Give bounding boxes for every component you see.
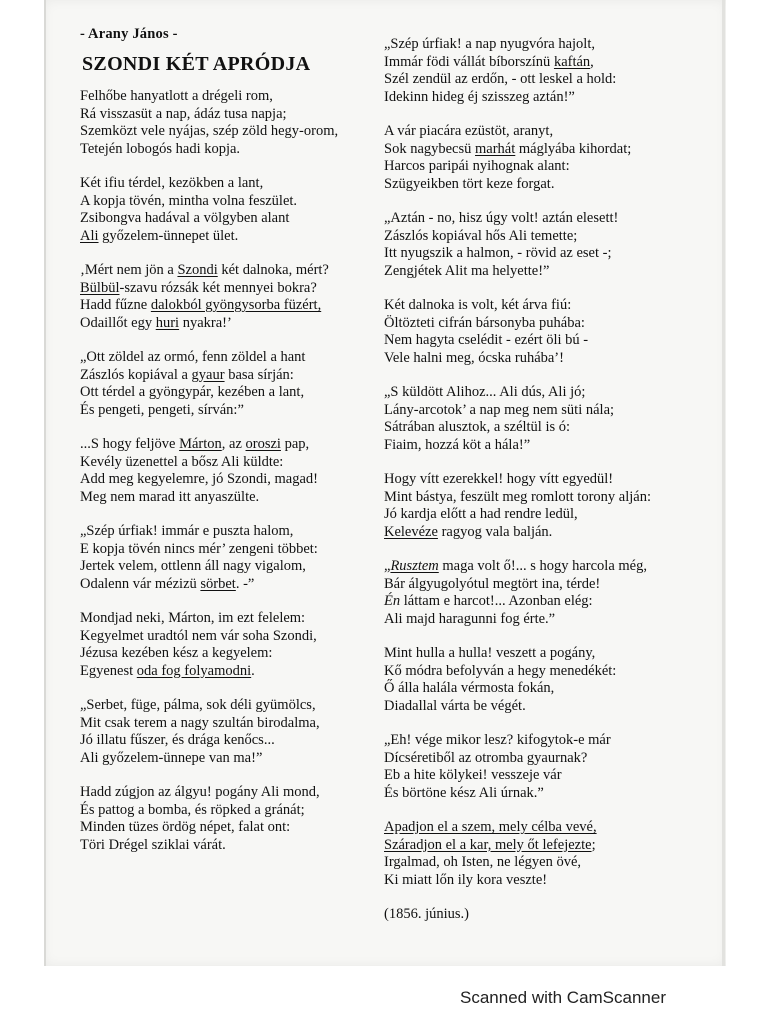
line-text: „Aztán - no, hisz úgy volt! aztán elesett! xyxy=(384,210,619,226)
line-text: Ki miatt lőn ily kora veszte! xyxy=(384,871,548,888)
poem-line xyxy=(384,680,684,698)
line-text: Mondjad neki, Márton, im ezt felelem: xyxy=(80,610,306,626)
line-text: Jézusa kezében kész a kegyelem: xyxy=(80,645,273,661)
poem-line xyxy=(384,471,684,489)
poem-line xyxy=(384,228,684,246)
poem-line xyxy=(384,854,684,872)
poem-line xyxy=(384,489,684,507)
poem-line xyxy=(384,384,684,402)
poem-line xyxy=(80,610,370,628)
line-text: Én xyxy=(384,593,401,609)
poem-line xyxy=(384,123,684,141)
line-text: Zászlós kopiával hős Ali temette; xyxy=(384,227,578,244)
line-text: Szügyeikben tört keze forgat. xyxy=(384,175,555,192)
poem-line xyxy=(80,715,370,733)
line-text: Itt nyugszik a halmon, - rövid az eset -; xyxy=(384,245,612,261)
line-text: . -” xyxy=(235,575,255,592)
line-text: Kegyelmet uradtól nem vár soha Szondi, xyxy=(80,627,317,644)
stanza xyxy=(384,645,684,715)
poem-line xyxy=(384,210,684,228)
line-text: győzelem-ünnepet ület. xyxy=(98,227,239,244)
stanza xyxy=(384,123,684,193)
underlined-word: marhát xyxy=(475,140,516,157)
line-text: , xyxy=(590,53,594,70)
poem-line xyxy=(384,524,684,542)
poem-line xyxy=(80,193,370,211)
poem-line xyxy=(80,280,370,298)
line-text: Jó kardja előtt a had rendre ledül, xyxy=(384,506,578,522)
line-text: Idekinn hideg éj szisszeg aztán!” xyxy=(384,88,575,105)
line-text: „Eh! vége mikor lesz? kifogytok-e már xyxy=(384,732,611,748)
line-text: „Szép úrfiak! immár e puszta halom, xyxy=(80,523,294,539)
underlined-word: oda fog folyamodni xyxy=(136,662,252,679)
poem-line xyxy=(384,350,684,368)
line-text: Immár födi vállát bíborszínü xyxy=(384,53,554,70)
line-text: Egyenest xyxy=(80,662,137,679)
poem-line xyxy=(384,837,684,855)
poem-line xyxy=(80,471,370,489)
line-text: Sátrában alusztok, a széltül is ó: xyxy=(384,419,571,435)
stanza xyxy=(80,610,370,680)
line-text: Jó illatu fűszer, és drága kenőcs... xyxy=(80,732,275,748)
line-text: Dícséretiből az otromba gyaurnak? xyxy=(384,749,588,766)
poem-line xyxy=(384,750,684,768)
line-text: Fiaim, hozzá köt a hála!” xyxy=(384,436,531,453)
stanza xyxy=(384,471,684,541)
poem-line xyxy=(80,697,370,715)
camscanner-watermark: Scanned with CamScanner xyxy=(460,988,667,1007)
stanza xyxy=(384,558,684,628)
line-text: Nem hagyta cselédit - ezért öli bú - xyxy=(384,332,589,348)
poem-line xyxy=(80,558,370,576)
underlined-word: kaftán xyxy=(553,53,591,70)
poem-line xyxy=(80,523,370,541)
poem-line xyxy=(80,349,370,367)
poem-line xyxy=(384,36,684,54)
line-text: Sok nagybecsü xyxy=(384,140,476,157)
line-text: ; xyxy=(591,836,596,853)
line-text: Eb a hite kölykei! vesszeje vár xyxy=(384,767,562,783)
line-text: A kopja tövén, mintha volna feszület. xyxy=(80,192,298,209)
stanza xyxy=(80,175,370,245)
poem-left-column xyxy=(80,26,370,871)
poem-line xyxy=(80,837,370,855)
line-text: E kopja tövén nincs mér’ zengeni többet: xyxy=(80,540,318,557)
underlined-word: Márton xyxy=(179,436,222,452)
poem-line xyxy=(384,558,684,576)
stanza xyxy=(384,732,684,802)
line-text: . xyxy=(251,662,255,679)
line-text: Ő álla halála vérmosta fokán, xyxy=(384,680,555,696)
line-text: Szél zendül az erdőn, - ott leskel a hold: xyxy=(384,71,617,87)
underlined-word: Kelevéze xyxy=(384,523,438,540)
line-text: És pattog a bomba, és röpked a gránát; xyxy=(80,801,305,818)
underlined-word: Szondi xyxy=(177,262,218,278)
line-text: „Ott zöldel az ormó, fenn zöldel a hant xyxy=(80,349,306,365)
poem-line xyxy=(80,88,370,106)
stanza xyxy=(80,523,370,593)
poem-line xyxy=(384,245,684,263)
poem-title: SZONDI KÉT APRÓDJA xyxy=(82,53,311,75)
underlined-word: Bülbül xyxy=(80,279,120,296)
line-text: Tetején lobogós hadi kopja. xyxy=(80,140,241,157)
poem-line xyxy=(80,315,370,333)
left-stanzas xyxy=(80,88,370,854)
stanza xyxy=(80,784,370,854)
line-text: És börtöne kész Ali úrnak.” xyxy=(384,784,544,801)
stanza xyxy=(384,210,684,280)
underlined-word: dalokból gyöngysorba füzért, xyxy=(150,297,322,313)
line-text: Két ifiu térdel, kezökben a lant, xyxy=(80,175,264,191)
line-text: láttam e harcot!... Azonban elég: xyxy=(400,593,593,609)
underlined-word: Rusztem xyxy=(390,558,439,574)
line-text: Ali majd haragunni fog érte.” xyxy=(384,610,556,627)
line-text: Rá visszasüt a nap, ádáz tusa napja; xyxy=(80,105,287,122)
poem-line xyxy=(384,297,684,315)
poem-line xyxy=(80,663,370,681)
line-text: Diadallal várta be végét. xyxy=(384,697,526,714)
poem-line xyxy=(384,767,684,785)
poem-line xyxy=(384,576,684,594)
poem-line xyxy=(80,784,370,802)
line-text: Mit csak terem a nagy szultán birodalma, xyxy=(80,714,320,731)
line-text: „Szép úrfiak! a nap nyugvóra hajolt, xyxy=(384,36,595,52)
line-text: Ali győzelem-ünnepe van ma!” xyxy=(80,749,263,766)
poem-date: (1856. június.) xyxy=(384,906,469,922)
line-text: ragyog vala balján. xyxy=(437,523,553,540)
poem-line xyxy=(384,176,684,194)
underlined-word: Száradjon el a kar, mely őt lefejezte xyxy=(384,836,592,853)
line-text: Odalenn vár mézizü xyxy=(80,575,201,592)
poem-line xyxy=(384,71,684,89)
poem-line xyxy=(384,158,684,176)
stanza xyxy=(80,88,370,158)
poem-line xyxy=(80,228,370,246)
line-text: Ott térdel a gyöngypár, kezében a lant, xyxy=(80,384,305,400)
line-text: Bár álgyugolyótul megtört ina, térde! xyxy=(384,575,601,592)
poem-line xyxy=(80,819,370,837)
line-text: Odaillőt egy xyxy=(80,314,156,331)
line-text: maga volt ő!... s hogy harcola még, xyxy=(438,558,647,574)
line-text: Meg nem marad itt anyaszülte. xyxy=(80,488,260,505)
poem-line xyxy=(384,663,684,681)
underlined-word: gyaur xyxy=(191,366,225,383)
poem-line xyxy=(80,141,370,159)
poem-line xyxy=(384,54,684,72)
line-text: máglyába kihordat; xyxy=(515,140,632,157)
line-text: Kevély üzenettel a bősz Ali küldte: xyxy=(80,453,284,470)
poem-line xyxy=(80,210,370,228)
poem-line xyxy=(384,611,684,629)
stanza xyxy=(384,819,684,889)
stanza xyxy=(384,36,684,106)
line-text: És pengeti, pengeti, sírván:” xyxy=(80,401,244,418)
line-text: „Serbet, füge, pálma, sok déli gyümölcs, xyxy=(80,697,316,713)
poem-line xyxy=(384,732,684,750)
line-text: Harcos paripái nyihognak alant: xyxy=(384,158,570,174)
poem-line xyxy=(384,785,684,803)
page-edge-left xyxy=(44,0,46,966)
stanza xyxy=(80,349,370,419)
poem-line xyxy=(80,175,370,193)
poem-line xyxy=(384,402,684,420)
line-text: „ xyxy=(384,558,391,574)
line-text: Hadd zúgjon az álgyu! pogány Ali mond, xyxy=(80,784,320,800)
poem-line xyxy=(80,454,370,472)
underlined-word: sörbet xyxy=(200,575,236,592)
right-stanzas xyxy=(384,36,684,889)
poem-line xyxy=(384,89,684,107)
poem-line xyxy=(80,732,370,750)
stanza xyxy=(80,697,370,767)
stanza xyxy=(384,297,684,367)
underlined-word: huri xyxy=(155,314,180,331)
line-text: ...S hogy feljöve xyxy=(80,436,180,452)
poem-line xyxy=(384,263,684,281)
stanza xyxy=(80,436,370,506)
poem-line xyxy=(80,297,370,315)
poem-line xyxy=(80,436,370,454)
poem-line xyxy=(384,593,684,611)
line-text: Öltözteti cifrán bársonyba puhába: xyxy=(384,314,585,331)
poem-line xyxy=(384,698,684,716)
line-text: pap, xyxy=(280,436,310,452)
poem-line xyxy=(384,437,684,455)
stanza xyxy=(80,262,370,332)
poem-line xyxy=(384,819,684,837)
line-text: Zengjétek Alit ma helyette!” xyxy=(384,262,550,279)
line-text: Irgalmad, oh Isten, ne légyen övé, xyxy=(384,854,582,870)
poem-line xyxy=(384,315,684,333)
line-text: ‚Mért nem jön a xyxy=(80,262,178,278)
underlined-word: Apadjon el a szem, mely célba vevé, xyxy=(384,819,597,835)
poem-line xyxy=(384,141,684,159)
poem-line xyxy=(384,419,684,437)
line-text: basa sírján: xyxy=(224,366,294,383)
line-text: Jertek velem, ottlenn áll nagy vigalom, xyxy=(80,558,306,574)
line-text: Töri Drégel sziklai várát. xyxy=(80,836,226,853)
page-edge-right xyxy=(722,0,725,966)
poem-right-column xyxy=(384,36,684,923)
line-text: Add meg kegyelemre, jó Szondi, magad! xyxy=(80,471,318,487)
poem-line xyxy=(384,645,684,663)
line-text: Szemközt vele nyájas, szép zöld hegy-orom, xyxy=(80,123,339,139)
poem-line xyxy=(80,402,370,420)
poem-line xyxy=(80,576,370,594)
line-text: Zászlós kopiával a xyxy=(80,366,192,383)
poem-line xyxy=(80,628,370,646)
poem-line xyxy=(384,506,684,524)
line-text: A vár piacára ezüstöt, aranyt, xyxy=(384,123,554,139)
poem-line xyxy=(80,645,370,663)
underlined-word: oroszi xyxy=(245,436,281,452)
poem-line xyxy=(80,123,370,141)
poem-line xyxy=(384,872,684,890)
line-text: két dalnoka, mért? xyxy=(217,262,329,278)
line-text: Zsibongva hadával a völgyben alant xyxy=(80,210,290,226)
poem-line xyxy=(80,489,370,507)
underlined-word: Ali xyxy=(80,227,99,244)
poem-line xyxy=(80,802,370,820)
line-text: Hogy vítt ezerekkel! hogy vítt egyedül! xyxy=(384,471,614,487)
poem-line xyxy=(80,262,370,280)
poem-line xyxy=(80,367,370,385)
poem-line xyxy=(80,750,370,768)
line-text: -szavu rózsák két mennyei bokra? xyxy=(119,279,317,296)
author-line: - Arany János - xyxy=(80,26,178,42)
poem-line xyxy=(80,541,370,559)
line-text: Vele halni meg, ócska ruhába’! xyxy=(384,349,564,366)
line-text: Mint bástya, feszült meg romlott torony alján: xyxy=(384,488,651,505)
line-text: Felhőbe hanyatlott a drégeli rom, xyxy=(80,88,273,104)
line-text: nyakra!’ xyxy=(179,314,232,331)
line-text: Hadd fűzne xyxy=(80,297,151,313)
line-text: Mint hulla a hulla! veszett a pogány, xyxy=(384,645,596,661)
line-text: Lány-arcotok’ a nap meg nem süti nála; xyxy=(384,401,615,418)
line-text: „S küldött Alihoz... Ali dús, Ali jó; xyxy=(384,384,586,400)
stanza xyxy=(384,384,684,454)
line-text: Kő módra befolyván a hegy menedékét: xyxy=(384,662,617,679)
poem-line xyxy=(384,332,684,350)
line-text: Két dalnoka is volt, két árva fiú: xyxy=(384,297,572,313)
line-text: , az xyxy=(221,436,246,452)
poem-line xyxy=(80,106,370,124)
line-text: Minden tüzes ördög népet, falat ont: xyxy=(80,819,291,835)
poem-line xyxy=(80,384,370,402)
